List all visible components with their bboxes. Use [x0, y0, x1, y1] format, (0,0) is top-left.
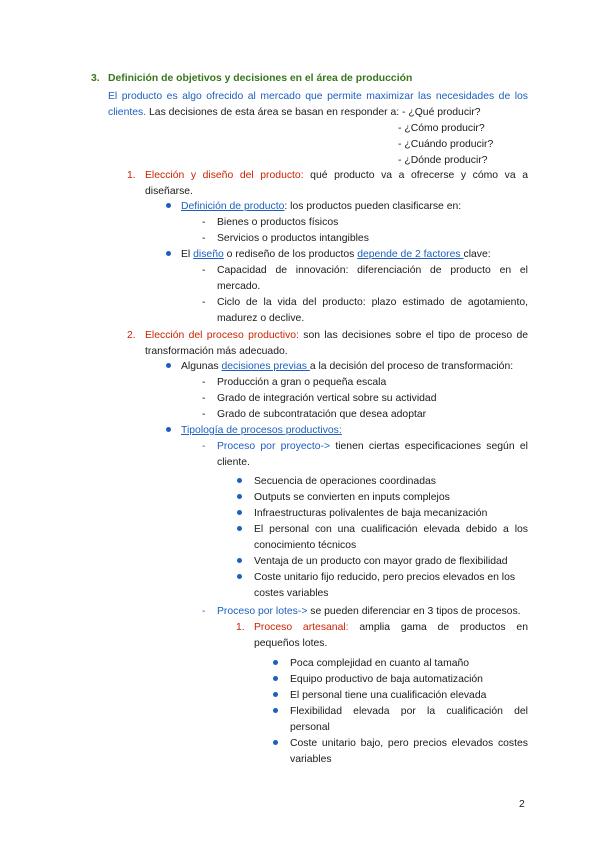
bullet-dot	[166, 427, 171, 432]
artesanal-item-5-cont: variables	[290, 754, 332, 765]
item1-number: 1.	[127, 170, 136, 181]
artesanal-item-4: Flexibilidad elevada por la cualificación del	[290, 706, 528, 717]
artesanal-line-1	[254, 620, 528, 635]
item1-title: Elección y diseño del producto:	[145, 170, 304, 181]
bullet-dot	[237, 478, 242, 483]
item2-b1-sub-1: Producción a gran o pequeña escala	[217, 377, 387, 388]
artesanal-text-1: amplia gama de productos en	[348, 622, 528, 633]
proyecto-item-1: Secuencia de operaciones coordinadas	[254, 476, 436, 487]
artesanal-label: Proceso artesanal:	[254, 622, 349, 633]
item1-b2-sub-1: Capacidad de innovación: diferenciación de producto en el	[217, 265, 528, 276]
item1-bullet-1	[181, 199, 461, 214]
item1-b2-sub-2-cont: madurez o declive.	[217, 313, 305, 324]
item1-b1-sub-2: Servicios o productos intangibles	[217, 233, 369, 244]
section-number: 3.	[91, 73, 100, 84]
dash: -	[202, 377, 206, 388]
dash: -	[202, 233, 206, 244]
bullet-dot	[273, 692, 278, 697]
bullet-dot	[166, 251, 171, 256]
question-how: - ¿Cómo producir?	[398, 123, 485, 134]
bullet-dot	[273, 660, 278, 665]
intro-clients: clientes.	[108, 107, 147, 118]
bullet-dot	[237, 526, 242, 531]
dash: -	[202, 409, 206, 420]
item2-b1-post: a la decisión del proceso de transformación:	[309, 361, 514, 372]
lotes-text: se pueden diferenciar en 3 tipos de procesos.	[307, 606, 521, 617]
bullet-dot	[237, 558, 242, 563]
item1-text-1: qué producto va a ofrecerse y cómo va a	[303, 170, 528, 181]
item1-bullet-2	[181, 247, 491, 262]
lotes-label: Proceso por lotes->	[217, 606, 308, 617]
link-definicion-producto[interactable]: Definición de producto	[181, 201, 285, 212]
artesanal-item-2: Equipo productivo de baja automatización	[290, 674, 483, 685]
item1-b2-mid: o rediseño de los productos	[223, 249, 358, 260]
item1-b2-pre: El	[181, 249, 194, 260]
intro-line-2	[108, 105, 481, 120]
item1-b2-sub-2: Ciclo de la vida del producto: plazo estimado de agotamiento,	[217, 297, 528, 308]
proyecto-item-4: El personal con una cualificación elevada debido a los	[254, 524, 528, 535]
item2-title: Elección del proceso productivo:	[145, 330, 299, 341]
proyecto-line-2: cliente.	[217, 457, 250, 468]
item1-b2-sub-1-cont: mercado.	[217, 281, 261, 292]
proyecto-item-6-cont: costes variables	[254, 588, 329, 599]
proyecto-item-6: Coste unitario fijo reducido, pero precios elevados en los	[254, 572, 516, 583]
question-when: - ¿Cuándo producir?	[398, 139, 494, 150]
intro-line-1: El producto es algo ofrecido al mercado que permite maximizar las necesidades de los	[108, 91, 528, 102]
artesanal-item-3: El personal tiene una cualificación elevada	[290, 690, 487, 701]
item2-text-1: son las decisiones sobre el tipo de proceso de	[298, 330, 528, 341]
item1-b1-sub-1: Bienes o productos físicos	[217, 217, 339, 228]
item2-line-1	[145, 328, 528, 343]
dash: -	[202, 606, 206, 617]
bullet-dot	[237, 574, 242, 579]
section-title: Definición de objetivos y decisiones en el área de producción	[108, 73, 413, 84]
bullet-dot	[273, 676, 278, 681]
proyecto-line-1	[217, 439, 528, 454]
bullet-dot	[237, 494, 242, 499]
link-tipologia-procesos[interactable]: Tipología de procesos productivos:	[181, 425, 342, 436]
link-diseno[interactable]: diseño	[193, 249, 224, 260]
proyecto-item-2: Outputs se convierten en inputs complejos	[254, 492, 450, 503]
item2-bullet-1	[181, 359, 513, 374]
artesanal-item-5: Coste unitario bajo, pero precios elevados costes	[290, 738, 528, 749]
item1-b1-text: : los productos pueden clasificarse en:	[284, 201, 462, 212]
dash: -	[202, 297, 206, 308]
link-decisiones-previas[interactable]: decisiones previas	[221, 361, 310, 372]
artesanal-item-4-cont: personal	[290, 722, 330, 733]
artesanal-item-1: Poca complejidad en cuanto al tamaño	[290, 658, 470, 669]
item2-b1-sub-2: Grado de integración vertical sobre su actividad	[217, 393, 437, 404]
proyecto-item-4-cont: conocimiento técnicos	[254, 540, 357, 551]
dash: -	[202, 441, 206, 452]
bullet-dot	[166, 363, 171, 368]
bullet-dot	[166, 203, 171, 208]
bullet-dot	[273, 740, 278, 745]
bullet-dot	[273, 708, 278, 713]
intro-rest: Las decisiones de esta área se basan en responder a: - ¿Qué producir?	[146, 107, 481, 118]
item2-b1-pre: Algunas	[181, 361, 222, 372]
dash: -	[202, 393, 206, 404]
item2-line-2: transformación más adecuado.	[145, 346, 288, 357]
proyecto-item-5: Ventaja de un producto con mayor grado de flexibilidad	[254, 556, 508, 567]
page-number: 2	[519, 799, 525, 810]
link-depende-factores[interactable]: depende de 2 factores	[357, 249, 464, 260]
artesanal-line-2: pequeños lotes.	[254, 638, 328, 649]
proyecto-text-1: tienen ciertas especificaciones según el	[330, 441, 528, 452]
lotes-line	[217, 604, 521, 619]
item1-line-1	[145, 168, 528, 183]
bullet-dot	[237, 510, 242, 515]
question-where: - ¿Dónde producir?	[398, 155, 488, 166]
item2-b1-sub-3: Grado de subcontratación que desea adoptar	[217, 409, 427, 420]
proyecto-item-3: Infraestructuras polivalentes de baja mecanización	[254, 508, 488, 519]
proyecto-label: Proceso por proyecto->	[217, 441, 331, 452]
dash: -	[202, 217, 206, 228]
artesanal-number: 1.	[236, 622, 245, 633]
dash: -	[202, 265, 206, 276]
item2-number: 2.	[127, 330, 136, 341]
item1-b2-post: clave:	[463, 249, 491, 260]
item1-line-2: diseñarse.	[145, 186, 193, 197]
